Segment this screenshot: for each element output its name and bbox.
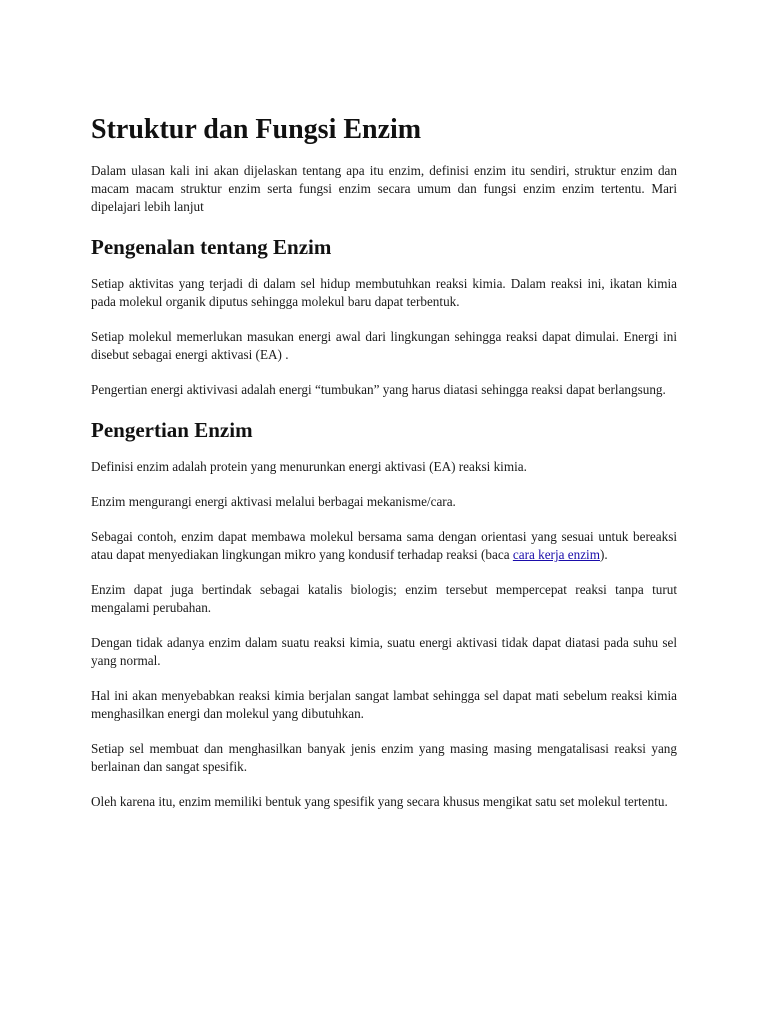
paragraph-with-link bbox=[91, 528, 677, 564]
cara-kerja-enzim-link[interactable]: cara kerja enzim bbox=[512, 547, 600, 562]
document-title: Struktur dan Fungsi Enzim bbox=[91, 114, 422, 145]
paragraph: Setiap aktivitas yang terjadi di dalam sel hidup membutuhkan reaksi kimia. Dalam reaksi ini, ikatan kimia pada molekul organik diputus sehingga molekul baru dapat terbentuk. bbox=[91, 276, 677, 309]
intro-paragraph: Dalam ulasan kali ini akan dijelaskan tentang apa itu enzim, definisi enzim itu sendiri, struktur enzim dan macam macam struktur enzim serta fungsi enzim secara umum dan fungsi enzim enzim tertentu. Mari dipelajari lebih lanjut bbox=[91, 163, 677, 214]
paragraph: Oleh karena itu, enzim memiliki bentuk yang spesifik yang secara khusus mengikat satu set molekul tertentu. bbox=[91, 794, 668, 809]
paragraph: Enzim mengurangi energi aktivasi melalui berbagai mekanisme/cara. bbox=[91, 494, 456, 509]
paragraph: Definisi enzim adalah protein yang menurunkan energi aktivasi (EA) reaksi kimia. bbox=[91, 459, 527, 474]
section-heading-pengenalan: Pengenalan tentang Enzim bbox=[91, 235, 332, 259]
paragraph: Dengan tidak adanya enzim dalam suatu reaksi kimia, suatu energi aktivasi tidak dapat diatasi pada suhu sel yang normal. bbox=[91, 635, 677, 668]
paragraph: Pengertian energi aktivivasi adalah energi “tumbukan” yang harus diatasi sehingga reaksi dapat berlangsung. bbox=[91, 382, 666, 397]
document-page bbox=[91, 112, 677, 828]
paragraph: Enzim dapat juga bertindak sebagai katalis biologis; enzim tersebut mempercepat reaksi tanpa turut mengalami perubahan. bbox=[91, 582, 677, 615]
paragraph: Hal ini akan menyebabkan reaksi kimia berjalan sangat lambat sehingga sel dapat mati sebelum reaksi kimia menghasilkan energi dan molekul yang dibutuhkan. bbox=[91, 688, 677, 721]
paragraph: Setiap sel membuat dan menghasilkan banyak jenis enzim yang masing masing mengatalisasi reaksi yang berlainan dan sangat spesifik. bbox=[91, 741, 677, 774]
paragraph-text: ). bbox=[599, 547, 608, 562]
paragraph: Setiap molekul memerlukan masukan energi awal dari lingkungan sehingga reaksi dapat dimulai. Energi ini disebut sebagai energi aktivasi (EA) . bbox=[91, 329, 677, 362]
section-heading-pengertian: Pengertian Enzim bbox=[91, 418, 253, 442]
paragraph-text: Sebagai contoh, enzim dapat membawa molekul bersama sama dengan orientasi yang sesuai untuk bereaksi atau dapat menyediakan lingkungan mikro yang kondusif terhadap reaksi (baca bbox=[91, 529, 677, 562]
